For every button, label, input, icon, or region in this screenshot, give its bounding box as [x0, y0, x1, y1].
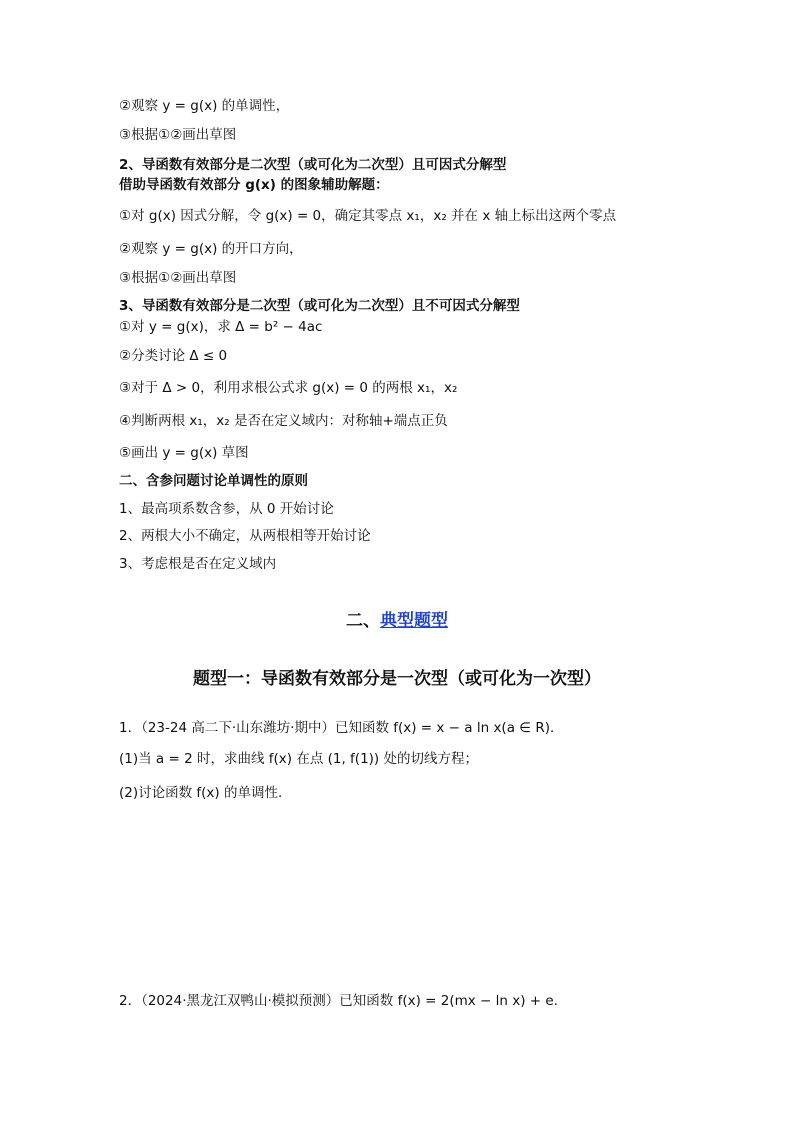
text-line: ③根据①②画出草图 — [119, 270, 237, 286]
section-link[interactable]: 典型题型 — [380, 611, 448, 631]
problem-statement: 1．（23-24 高二下·山东潍坊·期中）已知函数 f(x) = x − a ln x(a ∈ R)． — [119, 720, 564, 736]
text-line: 1、最高项系数含参，从 0 开始讨论 — [119, 501, 334, 517]
problem-part: (2)讨论函数 f(x) 的单调性. — [119, 785, 283, 801]
problem-part: (1)当 a = 2 时，求曲线 f(x) 在点 (1, f(1)) 处的切线方程； — [119, 751, 478, 767]
text-line: 2、两根大小不确定，从两根相等开始讨论 — [119, 528, 371, 544]
text-line: ③对于 Δ > 0，利用求根公式求 g(x) = 0 的两根 x₁，x₂ — [119, 380, 458, 396]
text-line: ⑤画出 y = g(x) 草图 — [119, 445, 249, 461]
text-line: ②观察 y = g(x) 的开口方向， — [119, 241, 303, 257]
subheading: 2、导函数有效部分是二次型（或可化为二次型）且可因式分解型 — [119, 157, 507, 173]
text-line: 3、考虑根是否在定义域内 — [119, 556, 277, 572]
section-prefix: 二、 — [346, 611, 380, 631]
text-line: ④判断两根 x₁，x₂ 是否在定义域内：对称轴+端点正负 — [119, 413, 448, 429]
text-line: ②观察 y = g(x) 的单调性， — [119, 98, 290, 114]
subheading: 借助导函数有效部分 g(x) 的图象辅助解题： — [119, 177, 389, 193]
subheading: 二、含参问题讨论单调性的原则 — [119, 473, 308, 489]
text-line: ①对 y = g(x)，求 Δ = b² − 4ac — [119, 319, 323, 335]
subheading: 3、导函数有效部分是二次型（或可化为二次型）且不可因式分解型 — [119, 298, 520, 314]
text-line: ②分类讨论 Δ ≤ 0 — [119, 348, 228, 364]
text-line: ③根据①②画出草图 — [119, 127, 237, 143]
section-title — [0, 606, 794, 631]
text-line: ①对 g(x) 因式分解，令 g(x) = 0，确定其零点 x₁，x₂ 并在 x 轴上标出这两个零点 — [119, 208, 617, 224]
problem-statement: 2．（2024·黑龙江双鸭山·模拟预测）已知函数 f(x) = 2(mx − ln x) + e. — [119, 993, 558, 1009]
type-title: 题型一：导函数有效部分是一次型（或可化为一次型） — [193, 669, 601, 689]
